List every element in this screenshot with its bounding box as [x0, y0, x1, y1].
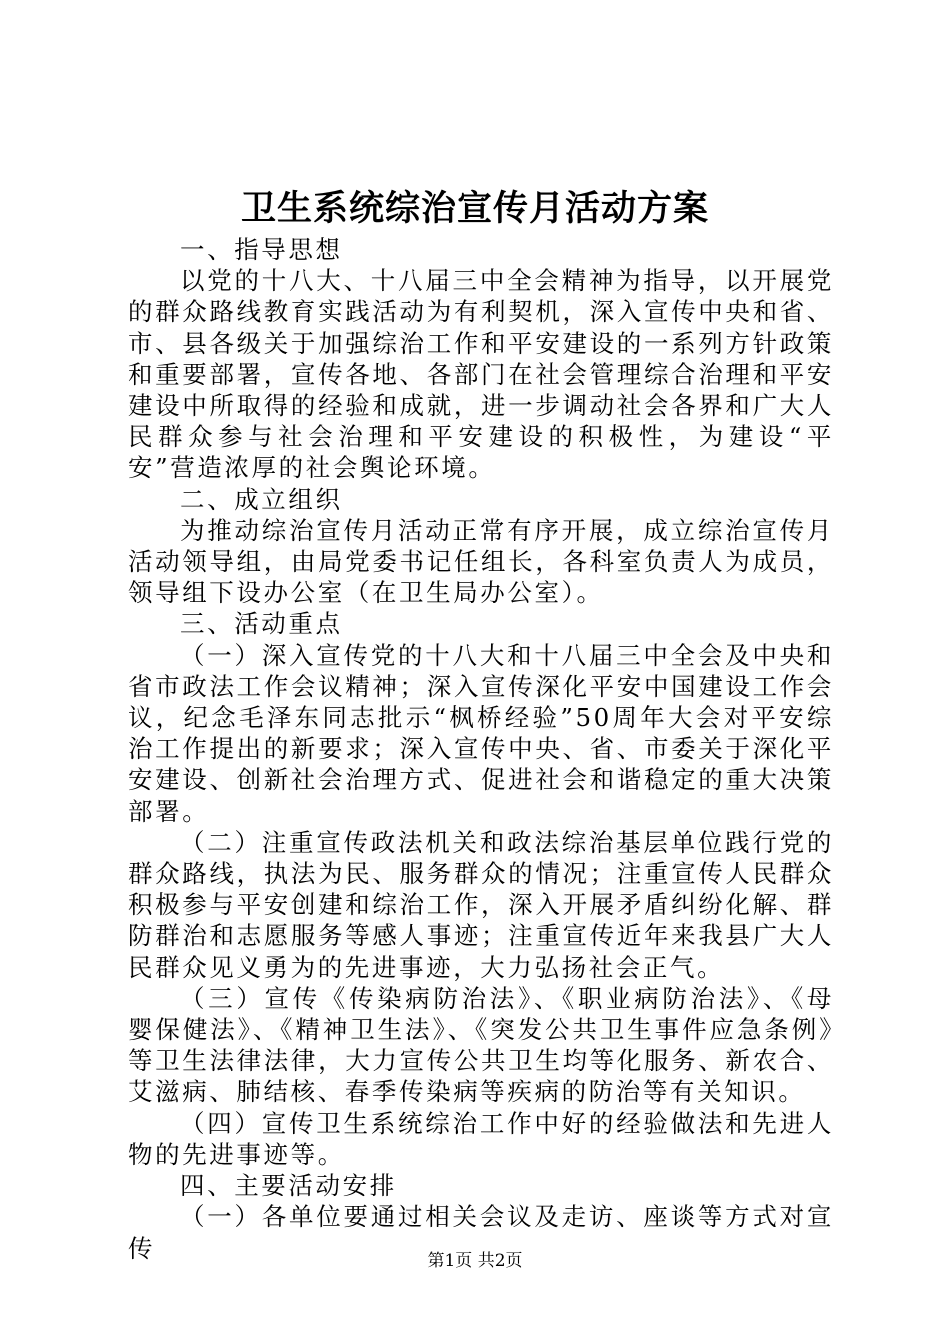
body-paragraph: （一）各单位要通过相关会议及走访、座谈等方式对宣传 — [128, 1202, 834, 1263]
body-paragraph: 以党的十八大、十八届三中全会精神为指导，以开展党的群众路线教育实践活动为有利契机，深入宣传中央和省、市、县各级关于加强综治工作和平安建设的一系列方针政策和重要部署，宣传各地、各部门在社会管理综合治理和平安建设中所取得的经验和成就，进一步调动社会各界和广大人民群众参与社会治理和平安建设的积极性，为建设“平安”营造浓厚的社会舆论环境。 — [128, 266, 834, 483]
section-heading: 三、活动重点 — [180, 609, 343, 639]
document-title: 卫生系统综治宣传月活动方案 — [240, 188, 709, 229]
body-paragraph: （一）深入宣传党的十八大和十八届三中全会及中央和省市政法工作会议精神；深入宣传深化平安中国建设工作会议，纪念毛泽东同志批示“枫桥经验”50周年大会对平安综治工作提出的新要求；深入宣传中央、省、市委关于深化平安建设、创新社会治理方式、促进社会和谐稳定的重大决策部署。 — [128, 640, 834, 826]
document-body — [128, 234, 834, 1264]
page-footer: 第1页 共2页 — [427, 1251, 523, 1271]
body-paragraph: （二）注重宣传政法机关和政法综治基层单位践行党的群众路线，执法为民、服务群众的情况；注重宣传人民群众积极参与平安创建和综治工作，深入开展矛盾纠纷化解、群防群治和志愿服务等感人事迹；注重宣传近年来我县广大人民群众见义勇为的先进事迹，大力弘扬社会正气。 — [128, 827, 834, 982]
body-paragraph: （四）宣传卫生系统综治工作中好的经验做法和先进人物的先进事迹等。 — [128, 1108, 834, 1169]
section-heading: 二、成立组织 — [180, 484, 343, 514]
section-heading: 四、主要活动安排 — [180, 1171, 397, 1201]
body-paragraph: 为推动综治宣传月活动正常有序开展，成立综治宣传月活动领导组，由局党委书记任组长，各科室负责人为成员，领导组下设办公室（在卫生局办公室）。 — [128, 515, 834, 608]
section-heading: 一、指导思想 — [180, 235, 343, 264]
body-paragraph: （三）宣传《传染病防治法》、《职业病防治法》、《母婴保健法》、《精神卫生法》、《突发公共卫生事件应急条例》等卫生法律法律，大力宣传公共卫生均等化服务、新农合、艾滋病、肺结核、春季传染病等疾病的防治等有关知识。 — [128, 983, 834, 1107]
